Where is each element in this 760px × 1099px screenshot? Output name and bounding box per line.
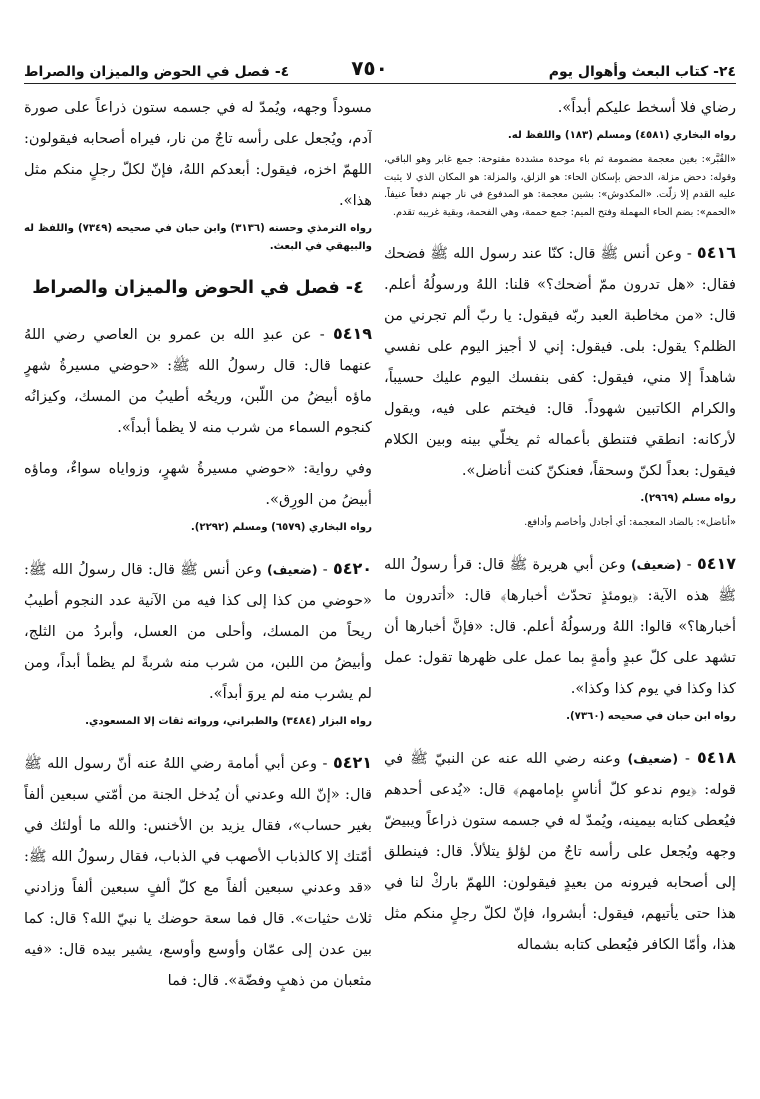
hadith-5418: ٥٤١٨ - (ضعيف) وعنه رضي الله عنه عن النبيّ ﷺ في قوله: ﴿يوم ندعو كلّ أناسٍ بإمامهم﴾ قال: «يُدعى أحدهم فيُعطى كتابه بيمينه، ويُمدّ له في جسمه ستون ذراعاً ويبيضّ وجهه ويُجعل على رأسه تاجٌ من لؤلؤ يتلألأ. قال: فينطلق إلى أصحابه فيرونه من بعيدٍ فيقولون: اللهمّ باركْ لنا في هذا حتى يأتيهم، فيقول: أبشروا، فإنّ لكلّ رجلٍ منكم مثل هذا، وأمّا الكافر فيُعطى كتابه بشماله [384,747,736,953]
hadith-5421: ٥٤٢١ - وعن أبي أمامة رضي اللهُ عنه أنّ رسول الله ﷺ قال: «إنّ الله وعدني أن يُدخل الجنة من أمّتي سبعين ألفاً بغير حساب»، فقال يزيد بن الأخنس: والله ما أولئك في أمّتك إلا كالذباب الأصهب في الذباب، فقال رسولُ الله ﷺ: «قد وعدني سبعين ألفاً مع كلّ ألفٍ سبعين ألفاً وزادني ثلاث حثيات». قال فما سعة حوضك يا نبيّ الله؟ قال: كما بين عدن إلى عمّان وأوسع وأوسع، يشير بيده قال: «فيه مثعبان من ذهبٍ وفضّة». قال: فما [24,753,372,989]
hadith-continuation: رضاي فلا أسخط عليكم أبداً». [557,99,736,116]
hadith-5417: ٥٤١٧ - (ضعيف) وعن أبي هريرة ﷺ قال: قرأ رسولُ الله ﷺ هذه الآية: ﴿يومئذٍ تحدّث أخبارها﴾ قال: «أتدرون ما أخبارها؟» قالوا: اللهُ ورسولُهُ أعلم. قال: «فإنَّ أخبارها أن تشهد على كلّ عبدٍ وأمةٍ بما عمل على ظهرها تقول: عمل كذا وكذا في يوم كذا وكذا». [384,553,736,697]
hadith-5420: ٥٤٢٠ - (ضعيف) وعن أنس ﷺ قال: قال رسولُ الله ﷺ: «حوضي من كذا إلى كذا فيه من الآنية عدد النجوم أطيبُ ريحاً من المسك، وأحلى من العسل، وأبردُ من الثلج، وأبيضُ من اللبن، من شرب منه شربةً لم يظمأ أبداً، ومن لم يشرب منه لم يروَ أبداً». [24,559,372,702]
section-title: ٤- فصل في الحوض والميزان والصراط [32,278,364,298]
page-header [24,48,736,84]
source-line: رواه البزار (٣٤٨٤) والطبراني، ورواته ثقات إلا المسعودي. [85,716,372,727]
hadith-number: ٥٤١٩ [332,324,372,343]
page-number: ٧٥٠ [351,56,388,80]
grade-label: (ضعيف) [630,556,682,572]
source-line: رواه البخاري (٦٥٧٩) ومسلم (٢٢٩٢). [190,522,372,533]
source-line: رواه البخاري (٤٥٨١) ومسلم (١٨٣) واللفظ له. [507,130,736,141]
hadith-5416: ٥٤١٦ - وعن أنس ﷺ قال: كنّا عند رسول الله ﷺ فضحك فقال: «هل تدرون ممّ أضحك؟» قلنا: اللهُ ورسولُهُ أعلم. قال: «من مخاطبة العبد ربّه فيقول: يا ربّ ألم تجرني من الظلم؟ يقول: بلى. فيقول: إني لا أجيز اليوم على نفسي شاهداً إلا مني، فيقول: كفى بنفسك اليوم عليك حسيباً، والكرام الكاتبين شهوداً. قال: فيختم على فيه، ويقول لأركانه: انطقي فتنطق بأعماله ثم يخلّي بينه وبين الكلام فيقول: بعداً لكنّ وسحقاً، فعنكنّ كنت أناضل». [384,243,736,479]
hadith-text: وعنه رضي الله عنه عن النبيّ ﷺ في قوله: ﴿يوم ندعو كلّ أناسٍ بإمامهم﴾ قال: «يُدعى أحدهم فيُعطى كتابه بيمينه، ويُمدّ له في جسمه ستون ذراعاً ويبيضّ وجهه ويُجعل على رأسه تاجٌ من لؤلؤ يتلألأ. قال: فينطلق إلى أصحابه فيرونه من بعيدٍ فيقولون: اللهمّ باركْ لنا في هذا حتى يأتيهم، فيقول: أبشروا، فإنّ لكلّ رجلٍ منكم مثل هذا، وأمّا الكافر فيُعطى كتابه بشماله [384,749,736,953]
left-column [24,92,372,1083]
section-running-title: ٤- فصل في الحوض والميزان والصراط [24,64,290,80]
header-left-group [24,56,388,80]
right-column [384,92,736,1083]
book-running-title: ٢٤- كتاب البعث وأهوال يوم [548,64,736,80]
source-line: رواه مسلم (٢٩٦٩). [640,493,736,504]
hadith-text: عن عبدِ الله بن عمرو بن العاصي رضي اللهُ عنهما قال: قال رسولُ الله ﷺ: «حوضي مسيرةُ شهرٍ ماؤه أبيضُ من اللّبن، وريحُه أطيبُ من المسك، وكيزانُه كنجوم السماء من شرب منه لا يظمأ أبداً». [24,326,372,436]
hadith-5419: ٥٤١٩ - عن عبدِ الله بن عمرو بن العاصي رضي اللهُ عنهما قال: قال رسولُ الله ﷺ: «حوضي مسيرةُ شهرٍ ماؤه أبيضُ من اللّبن، وريحُه أطيبُ من المسك، وكيزانُه كنجوم السماء من شرب منه لا يظمأ أبداً». [24,324,372,436]
hadith-text: وعن أبي أمامة رضي اللهُ عنه أنّ رسول الله ﷺ قال: «إنّ الله وعدني أن يُدخل الجنة من أمّتي سبعين ألفاً بغير حساب»، فقال يزيد بن الأخنس: والله ما أولئك في أمّتك إلا كالذباب الأصهب في الذباب، فقال رسولُ الله ﷺ: «قد وعدني سبعين ألفاً مع كلّ ألفٍ سبعين ألفاً وزادني ثلاث حثيات». قال فما سعة حوضك يا نبيّ الله؟ قال: كما بين عدن إلى عمّان وأوسع وأوسع، يشير بيده قال: «فيه مثعبان من ذهبٍ وفضّة». قال: فما [24,755,372,989]
hadith-text: وعن أنس ﷺ قال: قال رسولُ الله ﷺ: «حوضي من كذا إلى كذا فيه من الآنية عدد النجوم أطيبُ ريحاً من المسك، وأحلى من العسل، وأبردُ من الثلج، وأبيضُ من اللبن، من شرب منه شربةً لم يظمأ أبداً، ومن لم يشرب منه لم يروَ أبداً». [24,561,372,702]
glossary-note: «أناضل»: بالضاد المعجمة: أي أجادل وأخاصم وأدافع. [524,517,736,528]
grade-label: (ضعيف) [267,562,318,577]
hadith-number: ٥٤١٧ [696,553,736,573]
hadith-text: وعن أبي هريرة ﷺ قال: قرأ رسولُ الله ﷺ هذه الآية: ﴿يومئذٍ تحدّث أخبارها﴾ قال: «أتدرون ما أخبارها؟» قالوا: اللهُ ورسولُهُ أعلم. قال: «فإنَّ أخبارها أن تشهد على كلّ عبدٍ وأمةٍ بما عمل على ظهرها تقول: عمل كذا وكذا في يوم كذا وكذا». [384,555,736,697]
hadith-number: ٥٤١٦ [696,243,736,262]
source-line: رواه ابن حبان في صحيحه (٧٣٦٠). [566,710,736,722]
grade-label: (ضعيف) [627,750,679,766]
source-line: رواه الترمذي وحسنه (٣١٣٦) وابن حبان في صحيحه (٧٣٤٩) واللفظ له والبيهقي في البعث. [24,223,372,252]
glossary-note: «القُبَّر»: بغين معجمة مضمومة ثم باء موحدة مشددة مفتوحة: جمع غابر وهو الباقي، وقوله: دحض مزلة، الدحض بإسكان الحاء: هو الزلق، والمزلة: هو المكان الذي لا يثبت عليه القدم إلا زلّت. «المكدوش»: بشين معجمة: هو المدفوع في نار جهنم دفعاً عنيفاً. «الحمم»: بضم الحاء المهملة وفتح الميم: جمع حممة، وهي الفحمة، وبقية غريبه تقدم. [384,154,736,218]
hadith-number: ٥٤٢١ [332,753,372,772]
hadith-text: وعن أنس ﷺ قال: كنّا عند رسول الله ﷺ فضحك فقال: «هل تدرون ممّ أضحك؟» قلنا: اللهُ ورسولُهُ أعلم. قال: «من مخاطبة العبد ربّه فيقول: يا ربّ ألم تجرني من الظلم؟ يقول: بلى. فيقول: إني لا أجيز اليوم على نفسي شاهداً إلا مني، فيقول: كفى بنفسك اليوم عليك حسيباً، والكرام الكاتبين شهوداً. قال: فيختم على فيه، ويقول لأركانه: انطقي فتنطق بأعماله ثم يخلّي بينه وبين الكلام فيقول: بعداً لكنّ وسحقاً، فعنكنّ كنت أناضل». [384,245,736,479]
hadith-number: ٥٤١٨ [696,747,736,767]
hadith-number: ٥٤٢٠ [332,559,372,578]
hadith-variant: وفي رواية: «حوضي مسيرةُ شهرٍ، وزواياه سواءٌ، وماؤه أبيضُ من الورِق». [24,460,372,508]
hadith-continuation: مسوداً وجهه، ويُمدّ له في جسمه ستون ذراعاً على صورة آدم، ويُجعل على رأسه تاجٌ من نار، فيراه أصحابه فيقولون: اللهمّ اخزه، فيقول: أبعدكم اللهُ، فإنّ لكلّ رجلٍ منكم مثل هذا». [24,99,372,209]
